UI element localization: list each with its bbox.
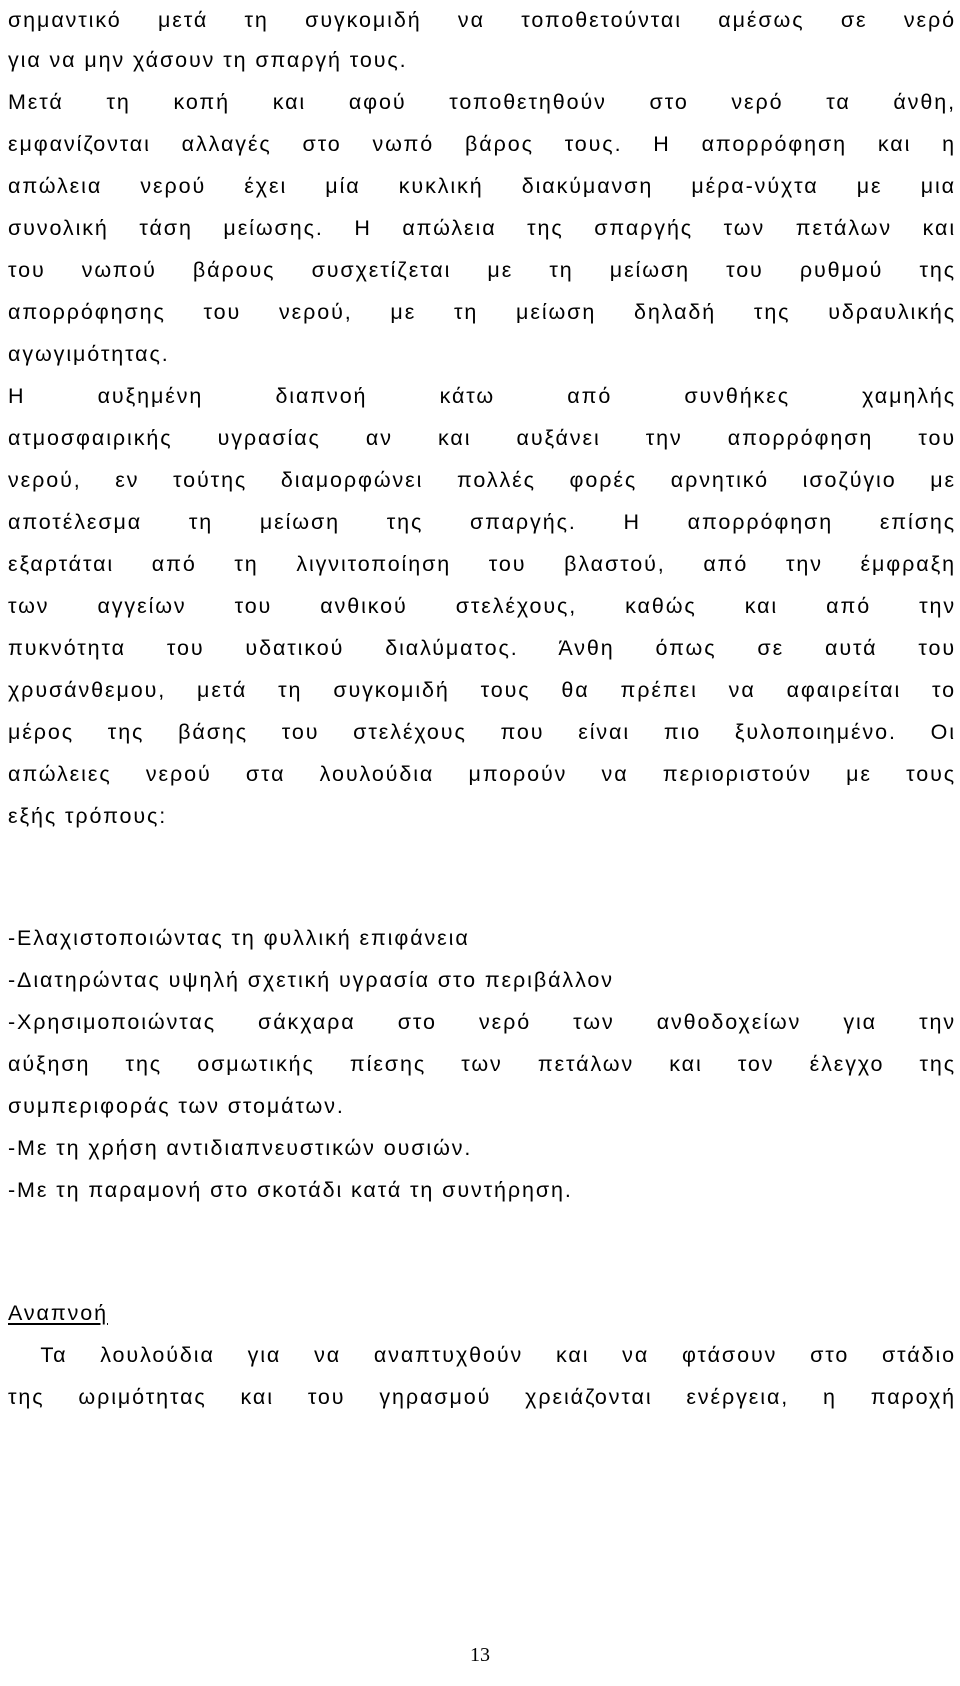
paragraph-3-line-2: ατμοσφαιρικής υγρασίας αν και αυξάνει την απορρόφηση του [8, 426, 956, 450]
paragraph-3-line-10: απώλειες νερού στα λουλούδια μπορούν να περιοριστούν με τους [8, 762, 956, 786]
section-line-1: Τα λουλούδια για να αναπτυχθούν και να φτάσουν στο στάδιο [8, 1343, 956, 1367]
paragraph-3-line-7: πυκνότητα του υδατικού διαλύματος. Άνθη όπως σε αυτά του [8, 636, 956, 660]
paragraph-3-line-5: εξαρτάται από τη λιγνιτοποίηση του βλαστού, από την έμφραξη [8, 552, 956, 576]
paragraph-3-line-4: αποτέλεσμα τη μείωση της σπαργής. Η απορρόφηση επίσης [8, 510, 956, 534]
list-item-1: -Ελαχιστοποιώντας τη φυλλική επιφάνεια [8, 926, 470, 950]
paragraph-3-line-6: των αγγείων του ανθικού στελέχους, καθώς και από την [8, 594, 956, 618]
paragraph-3-line-11: εξής τρόπους: [8, 804, 168, 828]
list-item-2: -Διατηρώντας υψηλή σχετική υγρασία στο περιβάλλον [8, 968, 614, 992]
list-item-3-line-3: συμπεριφοράς των στομάτων. [8, 1094, 345, 1118]
paragraph-2-line-7: αγωγιμότητας. [8, 342, 170, 366]
document-page [8, 0, 956, 1686]
paragraph-2-line-1: Μετά τη κοπή και αφού τοποθετηθούν στο νερό τα άνθη, [8, 90, 956, 114]
section-heading: Αναπνοή [8, 1301, 108, 1325]
paragraph-2-line-4: συνολική τάση μείωσης. Η απώλεια της σπαργής των πετάλων και [8, 216, 956, 240]
paragraph-3-line-1: Η αυξημένη διαπνοή κάτω από συνθήκες χαμηλής [8, 384, 956, 408]
paragraph-3-line-9: μέρος της βάσης του στελέχους που είναι πιο ξυλοποιημένο. Οι [8, 720, 956, 744]
paragraph-2-line-6: απορρόφησης του νερού, με τη μείωση δηλαδή της υδραυλικής [8, 300, 956, 324]
paragraph-2-line-5: του νωπού βάρους συσχετίζεται με τη μείωση του ρυθμού της [8, 258, 956, 282]
paragraph-3-line-8: χρυσάνθεμου, μετά τη συγκομιδή τους θα πρέπει να αφαιρείται το [8, 678, 956, 702]
list-item-5: -Με τη παραμονή στο σκοτάδι κατά τη συντήρηση. [8, 1178, 573, 1202]
list-item-3-line-1: -Χρησιμοποιώντας σάκχαρα στο νερό των ανθοδοχείων για την [8, 1010, 956, 1034]
paragraph-2-line-3: απώλεια νερού έχει μία κυκλική διακύμανση μέρα-νύχτα με μια [8, 174, 956, 198]
page-number: 13 [470, 1644, 490, 1666]
paragraph-2-line-2: εμφανίζονται αλλαγές στο νωπό βάρος τους. Η απορρόφηση και η [8, 132, 956, 156]
paragraph-1-line-2: για να μην χάσουν τη σπαργή τους. [8, 48, 408, 72]
paragraph-3-line-3: νερού, εν τούτης διαμορφώνει πολλές φορές αρνητικό ισοζύγιο με [8, 468, 956, 492]
list-item-4: -Με τη χρήση αντιδιαπνευστικών ουσιών. [8, 1136, 473, 1160]
section-line-2: της ωριμότητας και του γηρασμού χρειάζονται ενέργεια, η παροχή [8, 1385, 956, 1409]
paragraph-1-line-1: σημαντικό μετά τη συγκομιδή να τοποθετούνται αμέσως σε νερό [8, 8, 956, 32]
list-item-3-line-2: αύξηση της οσμωτικής πίεσης των πετάλων και τον έλεγχο της [8, 1052, 956, 1076]
